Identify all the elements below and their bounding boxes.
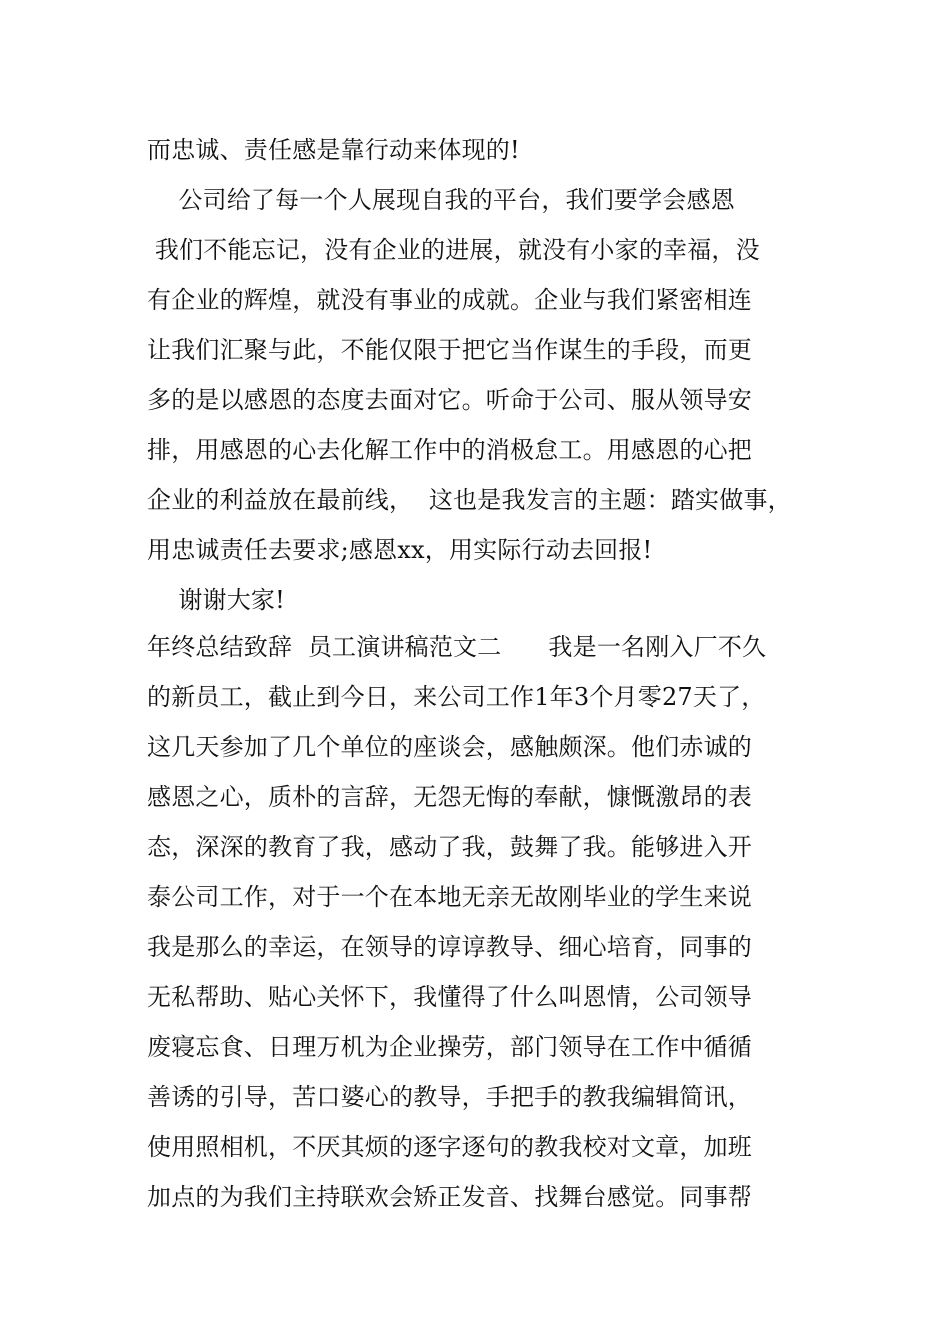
text-line: 感恩之心，质朴的言辞，无怨无悔的奉献，慷慨激昂的表 (147, 783, 752, 811)
text-line: 排，用感恩的心去化解工作中的消极怠工。用感恩的心把 (147, 436, 752, 464)
text-line: 让我们汇聚与此，不能仅限于把它当作谋生的手段，而更 (147, 336, 752, 364)
text-line: 企业的利益放在最前线， 这也是我发言的主题：踏实做事， (147, 486, 792, 514)
text-line: 我是那么的幸运，在领导的谆谆教导、细心培育，同事的 (147, 933, 752, 961)
text-line: 态，深深的教育了我，感动了我，鼓舞了我。能够进入开 (147, 833, 752, 861)
section-heading-line: 年终总结致辞 员工演讲稿范文二 我是一名刚入厂不久 (147, 633, 767, 661)
text-line: 多的是以感恩的态度去面对它。听命于公司、服从领导安 (147, 386, 752, 414)
text-line: 我们不能忘记，没有企业的进展，就没有小家的幸福，没 (147, 236, 760, 264)
text-line: 无私帮助、贴心关怀下，我懂得了什么叫恩情，公司领导 (147, 983, 752, 1011)
text-line: 加点的为我们主持联欢会矫正发音、找舞台感觉。同事帮 (147, 1183, 752, 1211)
text-line: 这几天参加了几个单位的座谈会，感触颇深。他们赤诚的 (147, 733, 752, 761)
text-line: 的新员工，截止到今日，来公司工作1年3个月零27天了， (147, 683, 766, 711)
text-line: 而忠诚、责任感是靠行动来体现的! (147, 136, 520, 164)
text-line: 泰公司工作，对于一个在本地无亲无故刚毕业的学生来说 (147, 883, 752, 911)
text-line: 废寝忘食、日理万机为企业操劳，部门领导在工作中循循 (147, 1033, 752, 1061)
text-line: 善诱的引导，苦口婆心的教导，手把手的教我编辑简讯， (147, 1083, 752, 1111)
text-line: 使用照相机，不厌其烦的逐字逐句的教我校对文章，加班 (147, 1133, 752, 1161)
text-line: 公司给了每一个人展现自我的平台，我们要学会感恩 (147, 186, 735, 214)
text-line: 用忠诚责任去要求;感恩xx，用实际行动去回报! (147, 536, 653, 564)
text-line: 谢谢大家! (147, 586, 285, 614)
text-line: 有企业的辉煌，就没有事业的成就。企业与我们紧密相连 (147, 286, 752, 314)
